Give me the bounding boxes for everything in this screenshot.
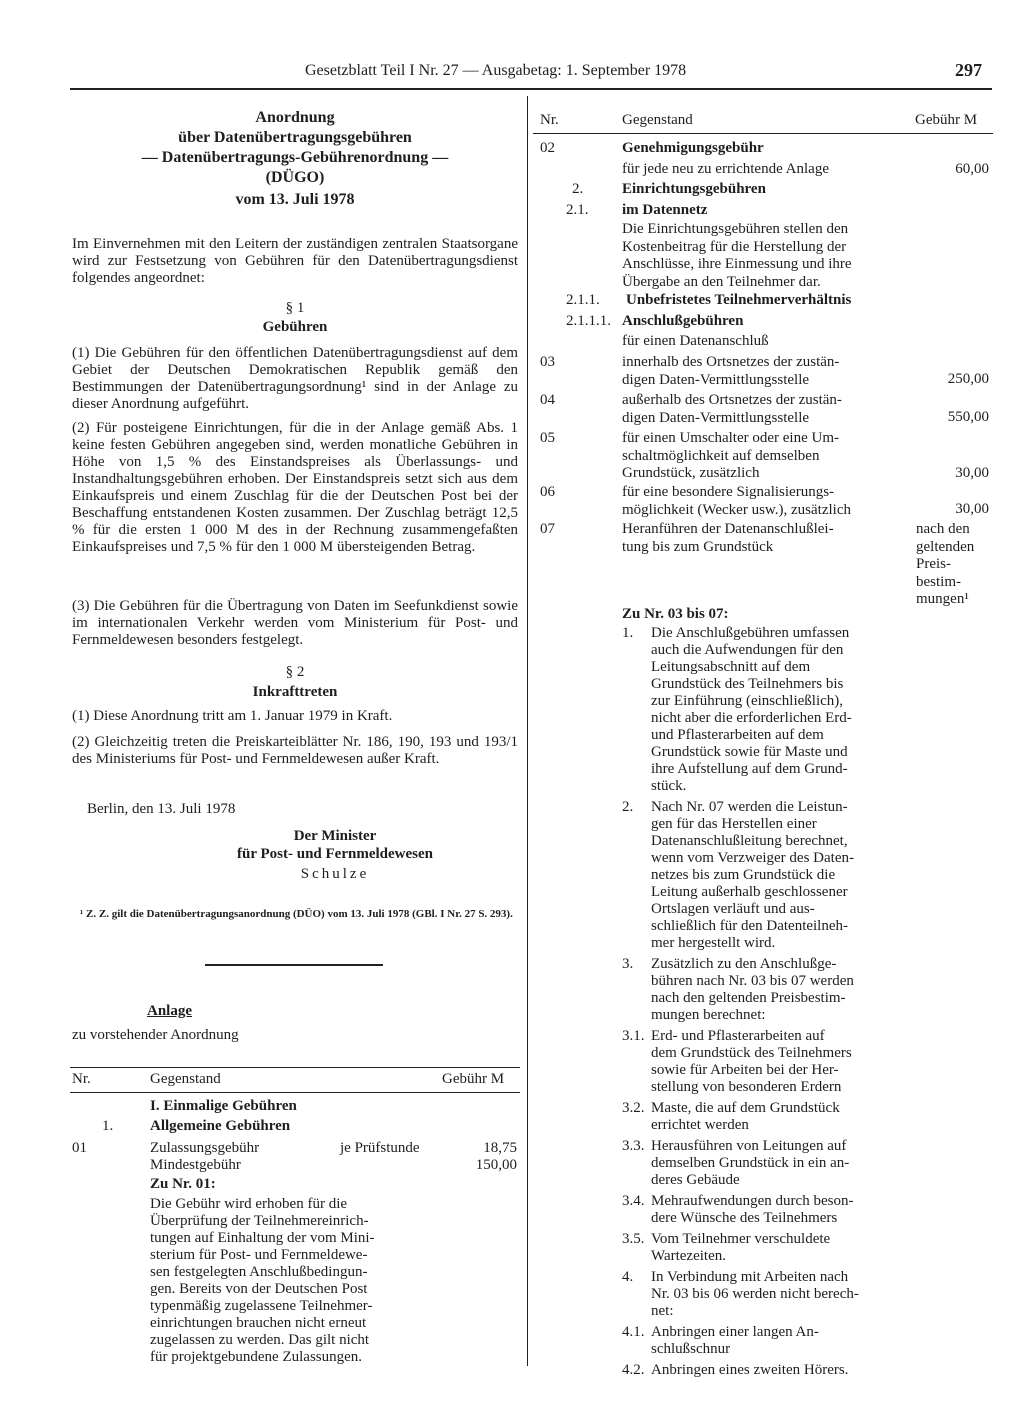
text-line: tungen auf Einhaltung der vom Mini- [150, 1230, 375, 1246]
section-1-num: 1. [102, 1118, 114, 1134]
text-line: tung bis zum Grundstück [622, 538, 774, 555]
note-line: Ortslagen verläuft und aus- [651, 901, 815, 917]
section-2-heading: Einrichtungsgebühren [622, 181, 766, 197]
note-line: demselben Grundstück in ein an- [651, 1155, 850, 1171]
text-line: digen Daten-Vermittlungsstelle [622, 409, 810, 426]
note-line: stellung von besonderen Erdern [651, 1079, 842, 1095]
note-line: Die Anschlußgebühren umfassen [651, 625, 850, 641]
note-item [622, 1193, 907, 1227]
title-line: — Datenübertragungs-Gebührenordnung — [141, 149, 449, 166]
zu-01-title: Zu Nr. 01: [150, 1176, 216, 1192]
note-line: errichtet werden [651, 1117, 749, 1133]
row-06-fee: 30,00 [955, 501, 989, 517]
text-line: schaltmöglichkeit auf demselben [622, 447, 820, 464]
note-line: ihre Aufstellung auf dem Grund- [651, 761, 848, 777]
section-2-1-1-1-num: 2.1.1.1. [566, 313, 611, 329]
text-line: typenmäßig zugelassene Teilnehmer- [150, 1298, 373, 1314]
note-line: net: [651, 1303, 674, 1319]
row-04-text [622, 392, 907, 427]
right-col-fee-header: Gebühr M [915, 112, 978, 128]
note-line: Grundstück des Teilnehmers bis [651, 676, 844, 692]
note-line: Zusätzlich zu den Anschlußge- [651, 956, 837, 972]
note-line: In Verbindung mit Arbeiten nach [651, 1269, 849, 1285]
note-line: Mehraufwendungen durch beson- [651, 1193, 854, 1209]
text-line: gen. Bereits von der Deutschen Post [150, 1281, 368, 1297]
text-line: Die Gebühr wird erhoben für die [150, 1196, 348, 1212]
note-line: Datenanschlußleitung berechnet, [651, 833, 848, 849]
text-line: Kostenbeitrag für die Herstellung der [622, 238, 847, 255]
text-line: Übergabe an den Teilnehmer dar. [622, 273, 821, 290]
section-2-1-text [622, 221, 907, 291]
title-line: Anordnung [255, 109, 335, 126]
note-line: dere Wünsche des Teilnehmers [651, 1210, 838, 1226]
note-number: 3.3. [622, 1138, 645, 1154]
row-01-min-text: Mindestgebühr [150, 1157, 241, 1173]
note-item [622, 1269, 907, 1320]
zu-01-text [150, 1196, 430, 1366]
s2-paragraph-1: (1) Diese Anordnung tritt am 1. Januar 1979 in Kraft. [72, 708, 393, 724]
note-line: schlußschnur [651, 1341, 731, 1357]
text-line: Überprüfung der Teilnehmereinrich- [150, 1213, 369, 1229]
row-05-nr: 05 [540, 430, 555, 446]
note-line: nach den geltenden Preisbestim- [651, 990, 846, 1006]
text-line: Heranführen der Datenanschlußlei- [622, 521, 834, 537]
row-04-nr: 04 [540, 392, 555, 408]
section-2-1-1-heading: Unbefristetes Teilnehmerverhältnis [626, 292, 852, 308]
note-line: gen für das Herstellen einer [651, 816, 817, 832]
note-line: Maste, die auf dem Grundstück [651, 1100, 840, 1116]
signature-title-2: für Post- und Fernmeldewesen [237, 846, 433, 862]
note-item [622, 956, 907, 1024]
section-2-1-heading: im Datennetz [622, 202, 708, 218]
row-02-text: für jede neu zu errichtende Anlage [622, 161, 829, 177]
note-line: mungen berechnet: [651, 1007, 766, 1023]
s1-paragraph-3: (3) Die Gebühren für die Übertragung von Daten im Seefunkdienst sowie im internationalen Verkehr werden vom Ministerium für Post- und Fernmeldewesen besonders festgelegt. [72, 598, 518, 648]
text-line: außerhalb des Ortsnetzes der zustän- [622, 392, 842, 408]
note-line: auch die Aufwendungen für den [651, 642, 844, 658]
s2-paragraph-2: (2) Gleichzeitig treten die Preiskarteiblätter Nr. 186, 190, 193 und 193/1 des Ministeriums für Post- und Fernmeldewesen außer Kraft. [72, 734, 518, 767]
section-1-heading: Allgemeine Gebühren [150, 1118, 291, 1134]
note-item [622, 1324, 907, 1358]
right-col-nr-header: Nr. [540, 112, 559, 128]
note-number: 3.4. [622, 1193, 645, 1209]
section-I-title: I. Einmalige Gebühren [150, 1098, 297, 1114]
note-line: netzes bis zum Grundstück die [651, 867, 836, 883]
note-number: 3.1. [622, 1028, 645, 1044]
section-2-1-1-num: 2.1.1. [566, 292, 600, 308]
note-item [622, 1028, 907, 1096]
note-line: Nr. 03 bis 06 werden nicht berech- [651, 1286, 859, 1302]
fee-line: Preis- [916, 556, 951, 572]
signature-title-1: Der Minister [293, 828, 377, 844]
footnote: ¹ Z. Z. gilt die Datenübertragungsanordnung (DÜO) vom 13. Juli 1978 (GBl. I Nr. 27 S. 293). [80, 908, 513, 920]
section-2-number: § 2 [285, 664, 305, 680]
text-line: digen Daten-Vermittlungsstelle [622, 371, 810, 388]
left-table-top-rule [70, 1067, 520, 1068]
section-2-title: Inkrafttreten [252, 684, 338, 700]
note-number: 1. [622, 625, 634, 641]
note-line: bühren nach Nr. 03 bis 07 werden [651, 973, 854, 989]
anlage-title: Anlage [147, 1003, 192, 1019]
fee-line: geltenden [916, 538, 975, 555]
note-number: 4.2. [622, 1362, 645, 1378]
note-line: dem Grundstück des Teilnehmers [651, 1045, 852, 1061]
s1-paragraph-2: (2) Für posteigene Einrichtungen, für die in der Anlage gemäß Abs. 1 keine festen Gebühren angegeben sind, werden monatliche Gebühren in Höhe von 1,5 % des Einstandspreises als Überlassungs- und Instandhaltungsgebühren erhoben. Der Einstandspreis setzt sich aus dem Einkaufspreis und einem Zuschlag für die der Deutschen Post bei der Beschaffung entstandenen Kosten zusammen. Der Zuschlag beträgt 12,5 % für die ersten 1 000 M des in der Rechnung zusammengefaßten Einkaufspreises und 7,5 % für den 1 000 M übersteigenden Betrag. [72, 420, 518, 555]
row-04-fee: 550,00 [947, 409, 989, 425]
row-01-nr: 01 [72, 1140, 87, 1156]
right-col-subject-header: Gegenstand [622, 112, 693, 128]
s1-paragraph-1: (1) Die Gebühren für den öffentlichen Datenübertragungsdienst auf dem Gebiet der Deutschen Demokratischen Republik gemäß den Bestimmungen der Datenübertragungsordnung¹ sind in der Anlage zu dieser Anordnung aufgeführt. [72, 345, 518, 412]
note-line: stück. [651, 778, 687, 794]
note-line: Wartezeiten. [651, 1248, 726, 1264]
left-col-subject-header: Gegenstand [150, 1071, 221, 1087]
note-item [622, 799, 907, 952]
row-07-nr: 07 [540, 521, 555, 537]
row-01-text: Zulassungsgebühr [150, 1140, 260, 1156]
row-03-fee: 250,00 [947, 371, 989, 387]
note-line: Vom Teilnehmer verschuldete [651, 1231, 831, 1247]
row-02-title: Genehmigungsgebühr [622, 140, 764, 156]
section-divider [205, 964, 383, 966]
place-date: Berlin, den 13. Juli 1978 [87, 801, 236, 817]
page-number: 297 [955, 60, 982, 80]
note-number: 2. [622, 799, 634, 815]
row-01-unit: je Prüfstunde [340, 1140, 420, 1156]
note-line: zur Einführung (einschließlich), [651, 693, 844, 709]
row-02-fee: 60,00 [955, 161, 989, 177]
row-01-fee: 18,75 [483, 1140, 517, 1156]
row-05-text [622, 430, 907, 483]
intro-paragraph: Im Einvernehmen mit den Leitern der zuständigen zentralen Staatsorgane wird zur Festsetzung von Gebühren für den Datenübertragungsdienst folgendes angeordnet: [72, 236, 518, 286]
title-block [70, 108, 520, 210]
note-line: Herausführen von Leitungen auf [651, 1138, 847, 1154]
note-line: Grundstück sowie für Maste und [651, 744, 848, 760]
text-line: zugelassen zu werden. Das gilt nicht [150, 1332, 370, 1348]
section-2-1-1-1-text: für einen Datenanschluß [622, 333, 769, 349]
note-line: Erd- und Pflasterarbeiten auf [651, 1028, 825, 1044]
note-number: 3.5. [622, 1231, 645, 1247]
column-divider [527, 96, 528, 1366]
section-2-1-1-1-heading: Anschlußgebühren [622, 313, 744, 329]
row-07-text [622, 521, 907, 556]
note-line: deres Gebäude [651, 1172, 740, 1188]
section-1-number: § 1 [285, 300, 305, 316]
text-line: möglichkeit (Wecker usw.), zusätzlich [622, 501, 851, 518]
note-item [622, 625, 907, 795]
title-line: über Datenübertragungsgebühren [178, 129, 412, 146]
text-line: innerhalb des Ortsnetzes der zustän- [622, 354, 840, 370]
title-line: (DÜGO) [265, 169, 325, 186]
text-line: sen festgelegten Anschlußbedingun- [150, 1264, 368, 1280]
section-2-1-num: 2.1. [566, 202, 589, 218]
fee-line: mungen¹ [916, 591, 969, 607]
running-header: Gesetzblatt Teil I Nr. 27 — Ausgabetag: 1. September 1978 [305, 62, 687, 79]
note-line: und Pflasterarbeiten auf dem [651, 727, 824, 743]
note-line: schließlich für den Datenteilneh- [651, 918, 849, 934]
note-number: 4.1. [622, 1324, 645, 1340]
note-line: sowie für Arbeiten bei der Her- [651, 1062, 839, 1078]
row-01-min-fee: 150,00 [475, 1157, 517, 1173]
text-line: Die Einrichtungsgebühren stellen den [622, 221, 849, 237]
fee-line: bestim- [916, 573, 961, 590]
anlage-subtitle: zu vorstehender Anordnung [72, 1027, 239, 1043]
section-1-title: Gebühren [262, 319, 328, 335]
text-line: Grundstück, zusätzlich [622, 465, 760, 481]
note-line: Leitungsabschnitt auf dem [651, 659, 811, 675]
note-line: wenn vom Verzweiger des Daten- [651, 850, 854, 866]
text-line: Anschlüsse, ihre Einmessung und ihre [622, 256, 852, 272]
note-line: Anbringen einer langen An- [651, 1324, 819, 1340]
text-line: für projektgebundene Zulassungen. [150, 1349, 363, 1365]
header-rule [70, 88, 992, 90]
text-line: einrichtungen brauchen nicht erneut [150, 1315, 367, 1331]
note-number: 3. [622, 956, 634, 972]
right-table-header-rule [533, 133, 993, 134]
fee-line: nach den [916, 521, 970, 537]
note-item [622, 1138, 907, 1189]
note-line: mer hergestellt wird. [651, 935, 776, 951]
zu-03-07-title: Zu Nr. 03 bis 07: [622, 606, 729, 622]
row-02-nr: 02 [540, 140, 555, 156]
note-number: 4. [622, 1269, 634, 1285]
note-line: Leitung außerhalb geschlossener [651, 884, 848, 900]
title-line: vom 13. Juli 1978 [235, 191, 355, 208]
note-item [622, 1100, 907, 1134]
row-07-fee [916, 521, 992, 609]
signature-name: Schulze [300, 866, 370, 882]
note-item [622, 1362, 907, 1379]
row-06-text [622, 484, 907, 519]
text-line: für einen Umschalter oder eine Um- [622, 430, 839, 446]
notes-list [622, 625, 907, 1379]
note-line: Nach Nr. 07 werden die Leistun- [651, 799, 848, 815]
left-col-fee-header: Gebühr M [442, 1071, 505, 1087]
note-item [622, 1231, 907, 1265]
row-03-nr: 03 [540, 354, 555, 370]
row-05-fee: 30,00 [955, 465, 989, 481]
section-2-num: 2. [572, 181, 584, 197]
text-line: für eine besondere Signalisierungs- [622, 484, 835, 500]
note-line: nicht aber die erforderlichen Erd- [651, 710, 852, 726]
note-number: 3.2. [622, 1100, 645, 1116]
note-line: Anbringen eines zweiten Hörers. [651, 1362, 849, 1378]
text-line: sterium für Post- und Fernmeldewe- [150, 1247, 368, 1263]
left-col-nr-header: Nr. [72, 1071, 91, 1087]
row-06-nr: 06 [540, 484, 555, 500]
left-table-header-rule [70, 1092, 520, 1093]
row-03-text [622, 354, 907, 389]
